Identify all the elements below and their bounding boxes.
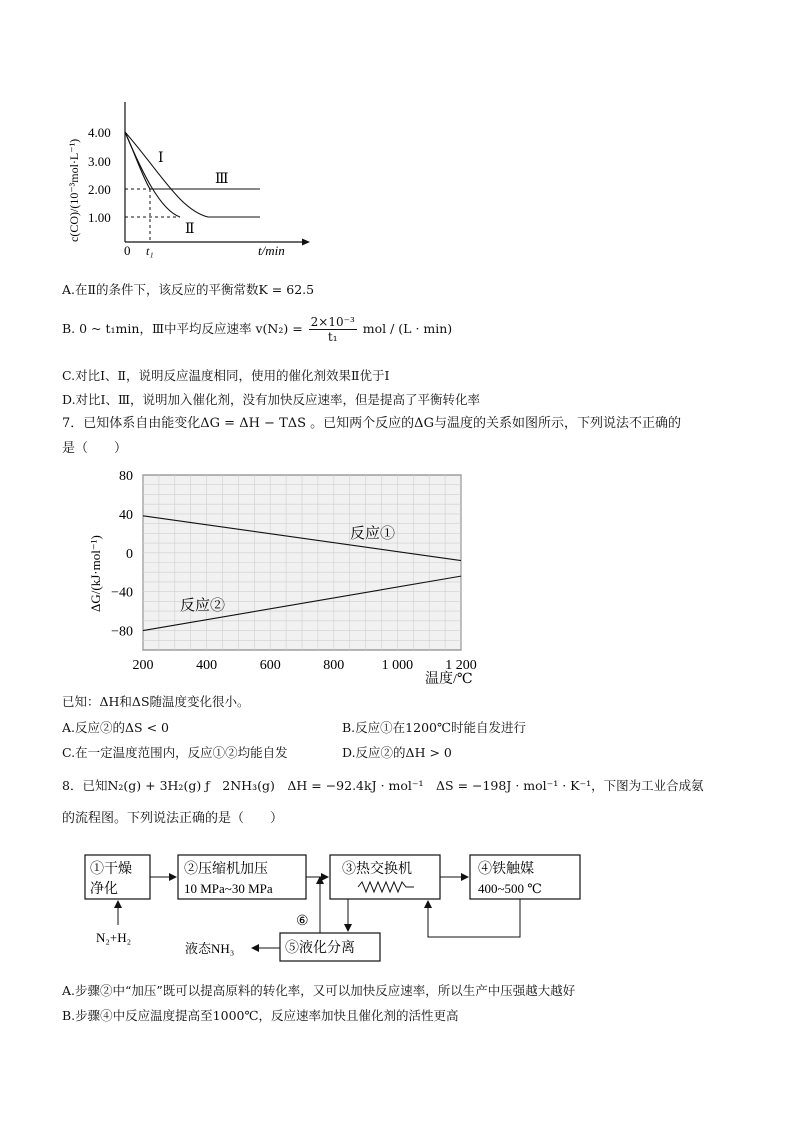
q6-option-b-numerator: 2×10⁻³ xyxy=(310,315,355,329)
flow-box-heat-exchanger-label: ③热交换机 xyxy=(342,862,412,877)
ammonia-process-flowchart xyxy=(80,845,600,970)
q7-stem-line1: 7．已知体系自由能变化ΔG = ΔH − TΔS 。已知两个反应的ΔG与温度的关系如图所示，下列说法不正确的 xyxy=(62,416,681,431)
q7-option-d: D.反应②的ΔH > 0 xyxy=(342,745,452,760)
q8-option-b: B.步骤④中反应温度提高至1000℃，反应速率加快且催化剂的活性更高 xyxy=(62,1008,459,1023)
q6-option-a: A.在Ⅱ的条件下，该反应的平衡常数K = 62.5 xyxy=(62,282,315,297)
dg-y-axis-label: ΔG/(kJ·mol⁻¹) xyxy=(88,535,103,612)
q6-option-c: C.对比Ⅰ、Ⅱ，说明反应温度相同，使用的催化剂效果Ⅱ优于Ⅰ xyxy=(62,368,390,383)
q8-stem-line2: 的流程图。下列说法正确的是（ ） xyxy=(62,811,284,826)
flow-box-compressor-line1: ②压缩机加压 xyxy=(184,862,268,877)
chart1-t1-label: t₁ xyxy=(146,244,154,258)
curve-II-label: Ⅱ xyxy=(185,222,195,237)
q6-option-b-denominator: t₁ xyxy=(327,330,338,344)
flow-box-catalyst-line1: ④铁触媒 xyxy=(478,862,534,877)
chart1-ytick-200: 2.00 xyxy=(88,182,111,197)
chart1-x-arrow xyxy=(302,239,310,246)
q6-option-b-unit: mol / (L · min) xyxy=(362,321,453,336)
dg-series2-label: 反应② xyxy=(180,598,226,614)
flow-step6-label: ⑥ xyxy=(296,914,309,929)
dg-ytick-label: −80 xyxy=(111,624,133,640)
q7-option-b: B.反应①在1200℃时能自发进行 xyxy=(342,720,526,735)
chart1-ytick-100: 1.00 xyxy=(88,210,111,225)
chart1-ytick-300: 3.00 xyxy=(88,154,111,169)
flow-input-label: N₂+H₂ xyxy=(96,930,132,945)
curve-II xyxy=(125,132,180,217)
dg-xtick-label: 1 200 xyxy=(445,658,477,673)
dg-ytick-label: 40 xyxy=(119,507,133,523)
q7-known: 已知：ΔH和ΔS随温度变化很小。 xyxy=(62,694,250,709)
flow-return-4-3 xyxy=(428,899,520,937)
flow-box-compressor-line2: 10 MPa~30 MPa xyxy=(184,881,273,896)
chart1-y-axis-label: c(CO)/(10⁻³mol·L⁻¹) xyxy=(67,138,81,242)
dg-xtick-label: 800 xyxy=(323,658,345,673)
curve-I xyxy=(125,132,260,217)
curve-III-label: Ⅲ xyxy=(215,172,229,187)
flow-output-label: 液态NH₃ xyxy=(185,941,235,956)
chart1-origin: 0 xyxy=(124,243,131,258)
flow-box-drying-line2: 净化 xyxy=(90,882,118,897)
flow-box-catalyst-line2: 400~500 ℃ xyxy=(478,881,542,896)
q7-option-a: A.反应②的ΔS < 0 xyxy=(62,720,169,735)
q6-option-b xyxy=(62,310,452,348)
q6-option-b-prefix: B. 0 ~ t₁min，Ⅲ中平均反应速率 v(N₂) = xyxy=(62,321,303,336)
flow-box-liquefaction-label: ⑤液化分离 xyxy=(285,941,355,956)
chart1-x-axis-label: t/min xyxy=(258,243,285,258)
curve-I-label: Ⅰ xyxy=(158,151,164,166)
dg-x-axis-label: 温度/℃ xyxy=(425,672,473,687)
q7-option-c: C.在一定温度范围内，反应①②均能自发 xyxy=(62,745,288,760)
curve-III xyxy=(125,132,260,189)
dg-ytick-label: 0 xyxy=(126,546,133,562)
q7-stem-line2: 是（ ） xyxy=(62,441,128,456)
dg-xtick-label: 600 xyxy=(259,658,281,673)
q6-option-b-fraction xyxy=(309,315,357,344)
q6-option-d: D.对比Ⅰ、Ⅲ，说明加入催化剂，没有加快反应速率，但是提高了平衡转化率 xyxy=(62,392,481,407)
chart1-ytick-400: 4.00 xyxy=(88,125,111,140)
dg-xtick-label: 200 xyxy=(132,658,154,673)
delta-g-chart xyxy=(80,462,480,690)
dg-chart-grid xyxy=(143,475,461,650)
dg-ytick-label: −40 xyxy=(111,585,133,601)
dg-series1-label: 反应① xyxy=(350,526,396,542)
dg-xtick-label: 1 000 xyxy=(381,658,414,673)
q8-stem-line1: 8．已知N₂(g) + 3H₂(g) ƒ 2NH₃(g) ΔH = −92.4kJ · mol⁻¹ ΔS = −198J · mol⁻¹ · K⁻¹，下图为工业合成氨 xyxy=(62,778,704,793)
flow-box-drying-line1: ①干燥 xyxy=(90,862,132,877)
co-concentration-chart xyxy=(60,92,320,267)
dg-ytick-label: 80 xyxy=(119,469,133,484)
q8-option-a: A.步骤②中“加压”既可以提高原料的转化率，又可以加快反应速率，所以生产中压强越大越好 xyxy=(62,983,576,998)
dg-xtick-label: 400 xyxy=(196,658,218,673)
